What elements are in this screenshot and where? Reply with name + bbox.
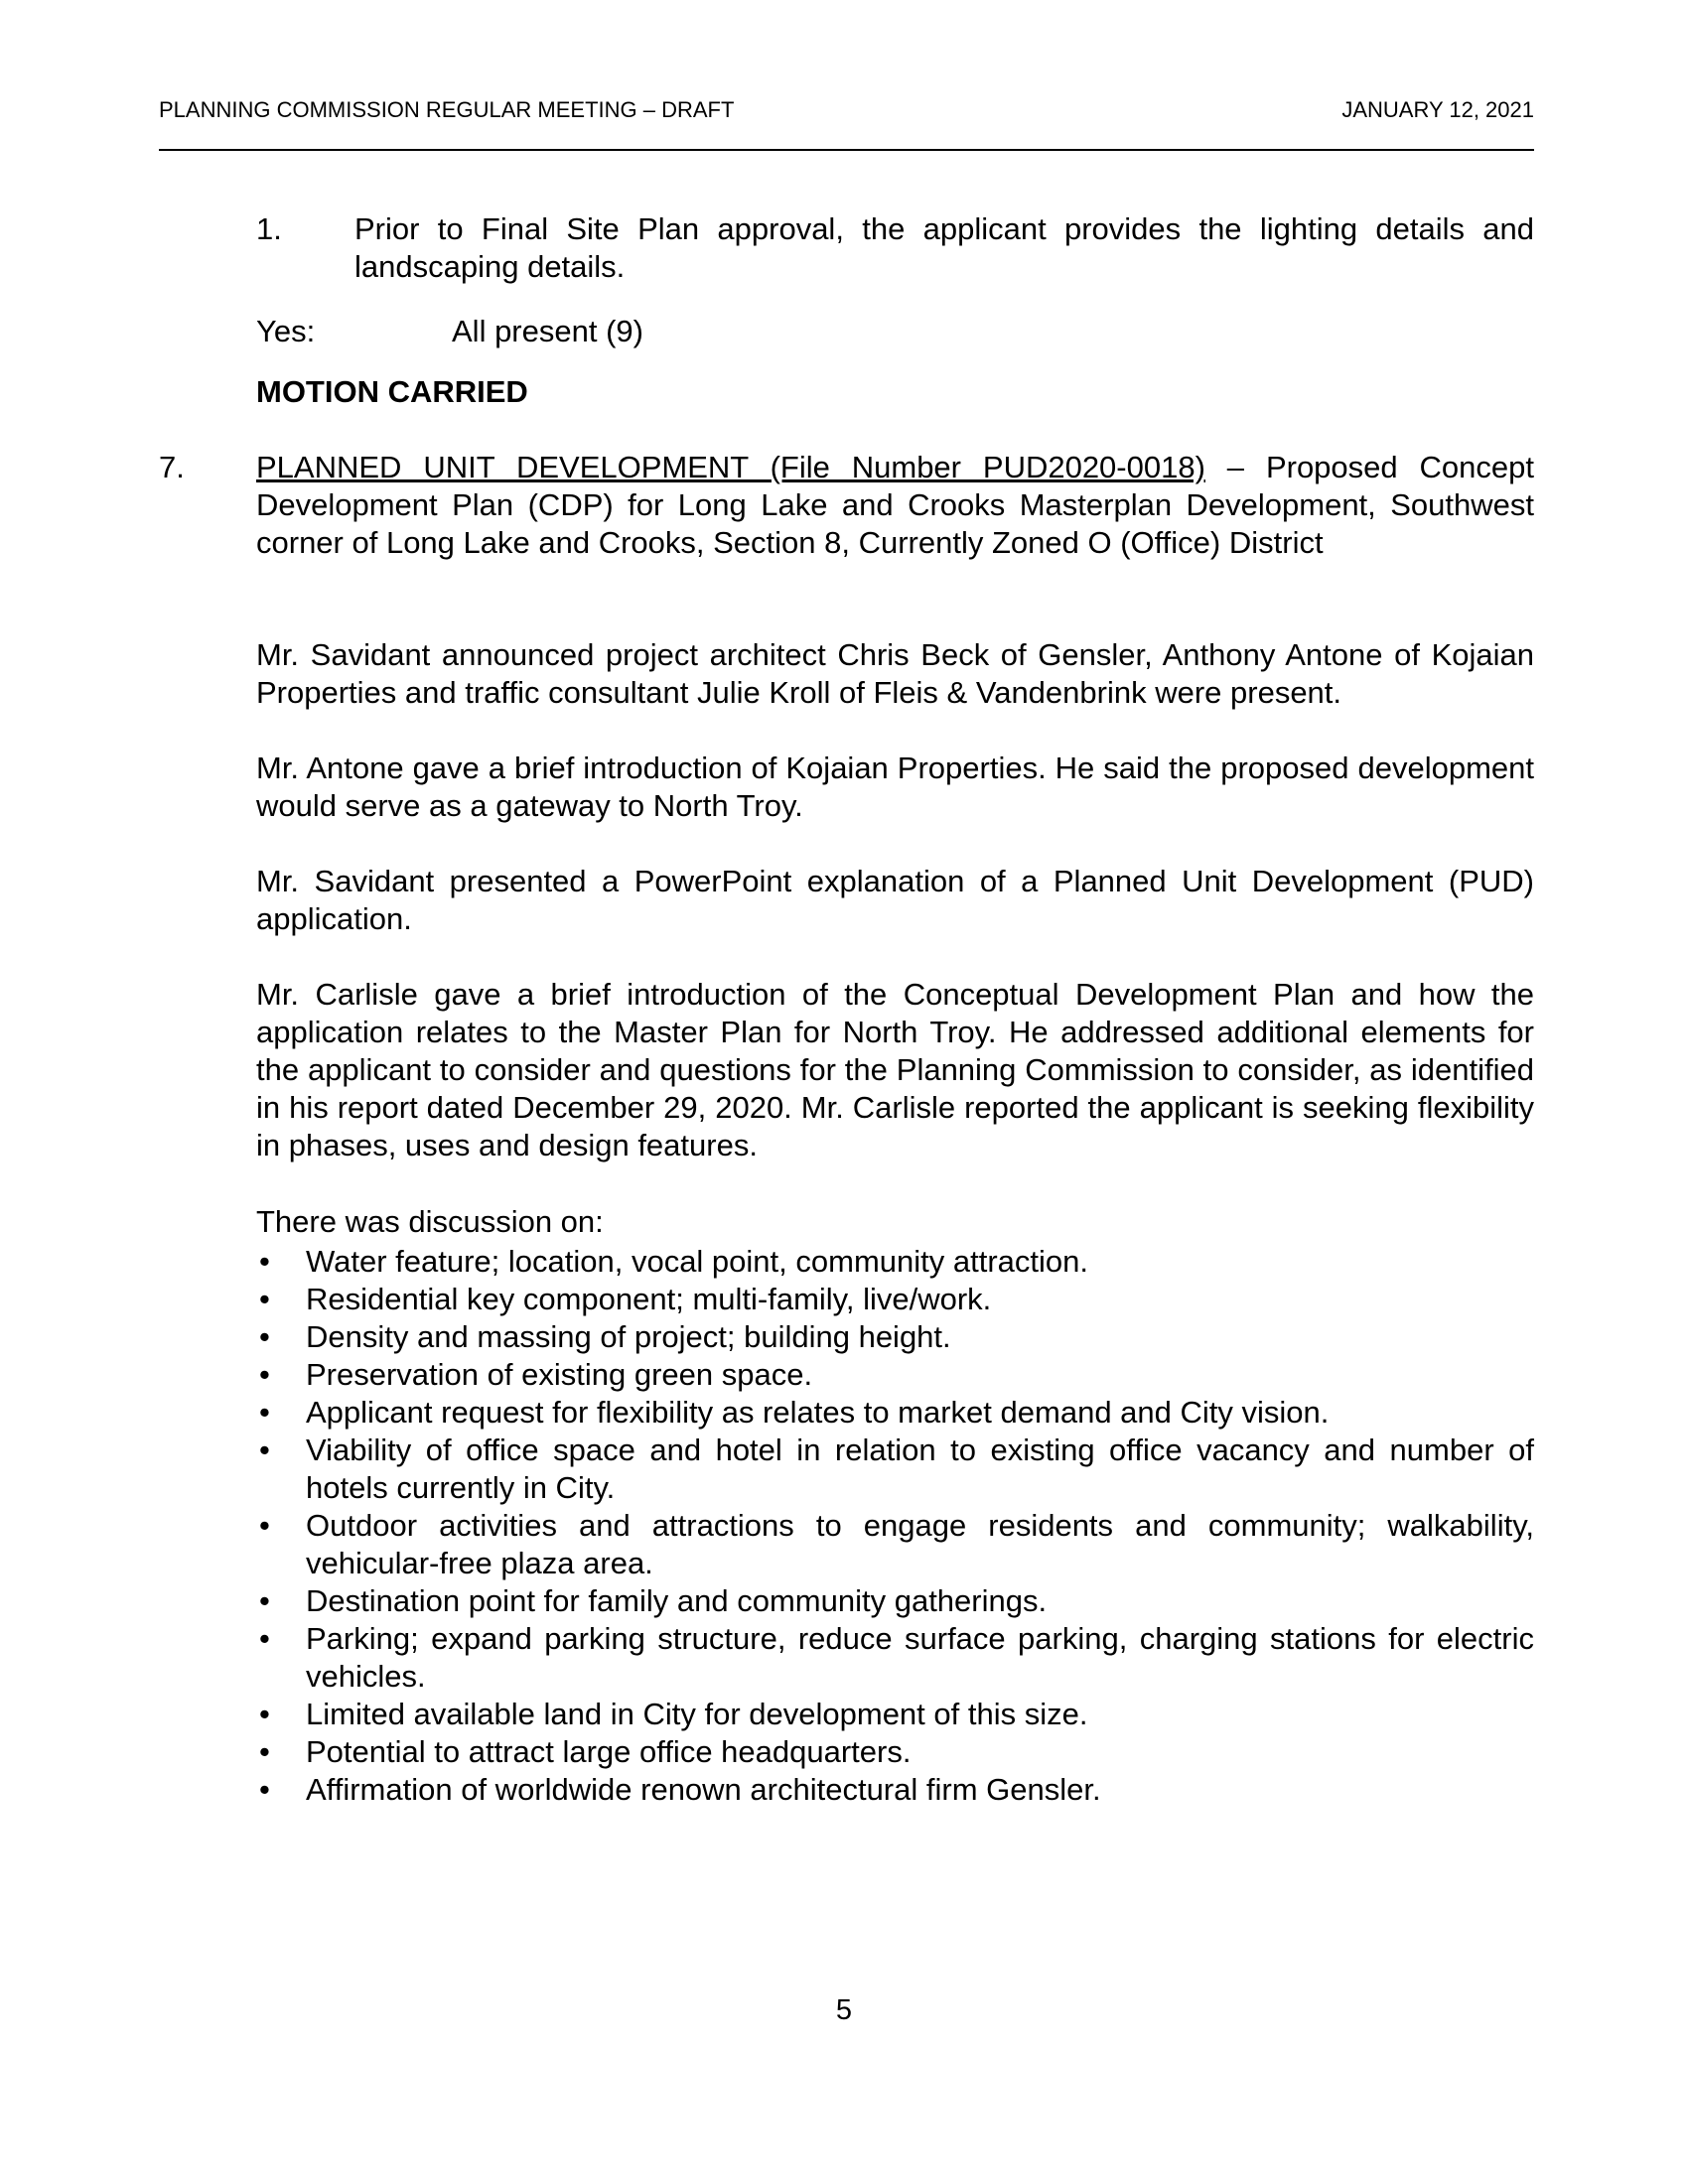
agenda-item-number: 7.: [159, 450, 185, 484]
bullet-icon: •: [259, 1583, 270, 1618]
list-item: [256, 1696, 1534, 1733]
list-item-text: Applicant request for flexibility as relates to market demand and City vision.: [306, 1395, 1330, 1430]
motion-result: MOTION CARRIED: [256, 374, 528, 409]
vote-label: Yes:: [256, 314, 316, 348]
bullet-icon: •: [259, 1244, 270, 1279]
paragraph-attendees: Mr. Savidant announced project architect Chris Beck of Gensler, Anthony Antone of Kojaian Properties and traffic consultant Julie Kroll of Fleis & Vandenbrink were present.: [256, 637, 1534, 710]
list-item: [256, 1733, 1534, 1771]
list-item: [256, 1243, 1534, 1281]
paragraph-powerpoint: Mr. Savidant presented a PowerPoint explanation of a Planned Unit Development (PUD) application.: [256, 864, 1534, 936]
page-number: 5: [835, 1994, 853, 2026]
paragraph-carlisle: Mr. Carlisle gave a brief introduction of the Conceptual Development Plan and how the application relates to the Master Plan for North Troy. He addressed additional elements for the applicant to consider and questions for the Planning Commission to consider, as identified in his report dated December 29, 2020. Mr. Carlisle reported the applicant is seeking flexibility in phases, uses and design features.: [256, 977, 1534, 1162]
header-title: PLANNING COMMISSION REGULAR MEETING – DRAFT: [159, 97, 735, 122]
bullet-icon: •: [259, 1734, 270, 1769]
bullet-icon: •: [259, 1282, 270, 1316]
list-item: [256, 1582, 1534, 1620]
list-item: [256, 1432, 1534, 1507]
list-item-text: Residential key component; multi-family, live/work.: [306, 1282, 992, 1316]
list-item-text: Viability of office space and hotel in relation to existing office vacancy and number of hotels currently in City.: [306, 1433, 1534, 1505]
list-item: [256, 1356, 1534, 1394]
list-item: [256, 1507, 1534, 1582]
bullet-icon: •: [259, 1319, 270, 1354]
paragraph-antone-intro: Mr. Antone gave a brief introduction of Kojaian Properties. He said the proposed development would serve as a gateway to North Troy.: [256, 751, 1534, 823]
list-item: [256, 1771, 1534, 1809]
agenda-item-title-underlined: PLANNED UNIT DEVELOPMENT (File Number PUD2020-0018): [256, 450, 1205, 484]
page-header: [159, 97, 1534, 127]
bullet-icon: •: [259, 1508, 270, 1543]
list-item-text: Preservation of existing green space.: [306, 1357, 813, 1392]
header-divider: [159, 149, 1534, 151]
bullet-icon: •: [259, 1357, 270, 1392]
list-item-text: Limited available land in City for development of this size.: [306, 1697, 1088, 1731]
bullet-icon: •: [259, 1772, 270, 1807]
bullet-icon: •: [259, 1433, 270, 1467]
bullet-icon: •: [259, 1697, 270, 1731]
list-item: [256, 1318, 1534, 1356]
agenda-item-title: [256, 449, 1534, 562]
list-item: [256, 1281, 1534, 1318]
list-item-text: Parking; expand parking structure, reduce surface parking, charging stations for electric vehicles.: [306, 1621, 1534, 1694]
list-item-text: Potential to attract large office headquarters.: [306, 1734, 912, 1769]
header-date: JANUARY 12, 2021: [1341, 97, 1534, 122]
list-item-text: Density and massing of project; building height.: [306, 1319, 951, 1354]
agenda-item-title-rest: – Proposed Concept Development Plan (CDP) for Long Lake and Crooks Masterplan Development, Southwest corner of Long Lake and Crooks, Section 8, Currently Zoned O (Office) District: [256, 450, 1534, 560]
condition-number: 1.: [256, 211, 282, 246]
list-item-text: Water feature; location, vocal point, community attraction.: [306, 1244, 1088, 1279]
vote-value: All present (9): [452, 314, 643, 348]
discussion-list: [256, 1243, 1534, 1809]
bullet-icon: •: [259, 1395, 270, 1430]
list-item-text: Destination point for family and community gatherings.: [306, 1583, 1048, 1618]
list-item-text: Affirmation of worldwide renown architectural firm Gensler.: [306, 1772, 1101, 1807]
list-item: [256, 1620, 1534, 1696]
bullet-icon: •: [259, 1621, 270, 1656]
condition-text: Prior to Final Site Plan approval, the applicant provides the lighting details and landscaping details.: [354, 211, 1534, 284]
list-item: [256, 1394, 1534, 1432]
discussion-intro: There was discussion on:: [256, 1204, 604, 1239]
list-item-text: Outdoor activities and attractions to engage residents and community; walkability, vehicular-free plaza area.: [306, 1508, 1534, 1580]
